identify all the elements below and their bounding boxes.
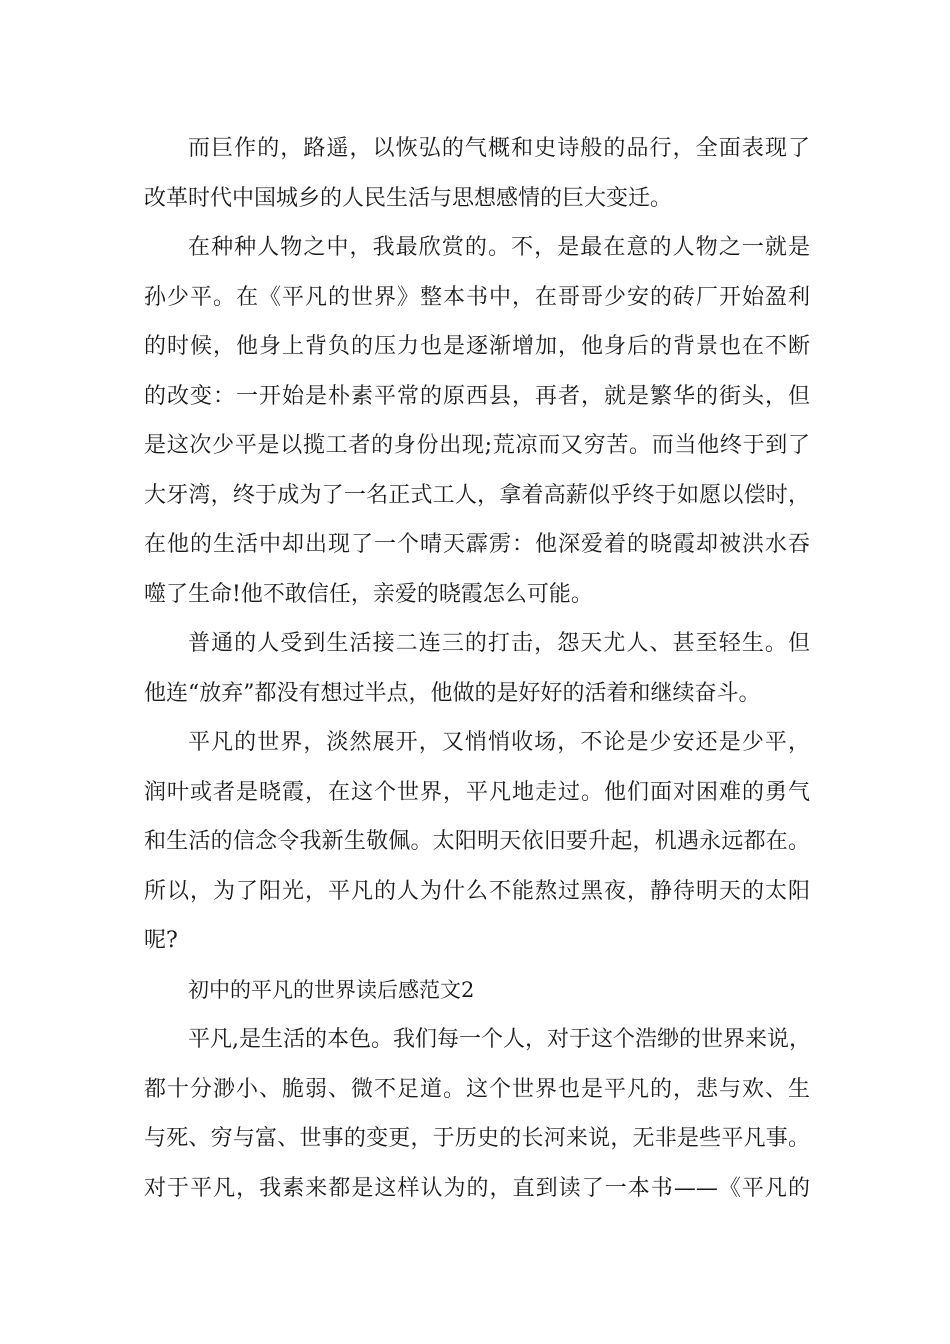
document-body [144, 124, 810, 1213]
text-line: 大牙湾，终于成为了一名正式工人，拿着高薪似乎终于如愿以偿时， [144, 482, 810, 508]
text-line: 的时候，他身上背负的压力也是逐渐增加，他身后的背景也在不断 [144, 334, 810, 359]
text-line: 在种种人物之中，我最欣赏的。不，是最在意的人物之一就是 [188, 235, 810, 260]
text-line: 噬了生命!他不敢信任，亲爱的晓霞怎么可能。 [144, 581, 593, 607]
text-line: 而巨作的，路遥，以恢弘的气概和史诗般的品行，全面表现了 [188, 136, 810, 161]
text-line: 平凡,是生活的本色。我们每一个人，对于这个浩缈的世界来说， [188, 1027, 811, 1052]
text-line: 所以，为了阳光，平凡的人为什么不能熬过黑夜，静待明天的太阳 [144, 878, 810, 904]
text-line: 对于平凡，我素来都是这样认为的，直到读了一本书——《平凡的 [144, 1175, 810, 1201]
text-line: 润叶或者是晓霞，在这个世界，平凡地走过。他们面对困难的勇气 [144, 779, 810, 805]
text-line: 在他的生活中却出现了一个晴天霹雳：他深爱着的晓霞却被洪水吞 [144, 532, 810, 557]
text-line: 孙少平。在《平凡的世界》整本书中，在哥哥少安的砖厂开始盈利 [144, 284, 810, 310]
text-line: 普通的人受到生活接二连三的打击，怨天尤人、甚至轻生。但 [188, 631, 810, 656]
text-line: 改革时代中国城乡的人民生活与思想感情的巨大变迁。 [144, 185, 673, 211]
text-line: 都十分渺小、脆弱、微不足道。这个世界也是平凡的，悲与欢、生 [144, 1076, 810, 1102]
text-line: 平凡的世界，淡然展开，又悄悄收场，不论是少安还是少平， [188, 730, 810, 755]
text-line: 是这次少平是以揽工者的身份出现;荒凉而又穷苦。而当他终于到了 [144, 433, 810, 458]
text-line: 呢? [144, 928, 178, 953]
text-line: 他连“放弃”都没有想过半点，他做的是好好的活着和继续奋斗。 [144, 680, 761, 706]
text-line: 和生活的信念令我新生敬佩。太阳明天依旧要升起，机遇永远都在。 [144, 829, 810, 854]
text-line: 的改变：一开始是朴素平常的原西县，再者，就是繁华的街头，但 [144, 383, 810, 409]
section-heading: 初中的平凡的世界读后感范文2 [188, 977, 475, 1002]
text-line: 与死、穷与富、世事的变更，于历史的长河来说，无非是些平凡事。 [144, 1126, 810, 1151]
